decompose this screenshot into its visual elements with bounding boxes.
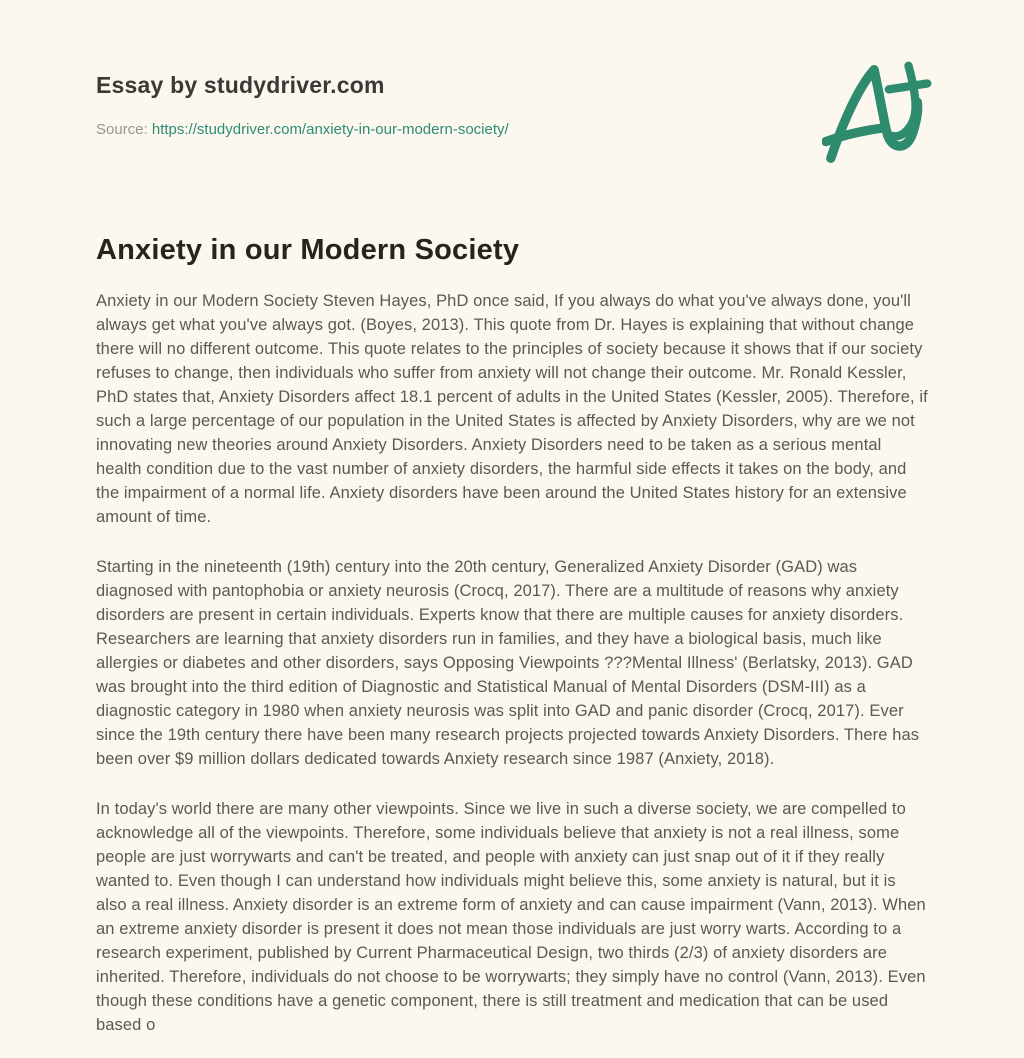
- source-line: [96, 121, 928, 138]
- a-plus-logo-icon: [822, 58, 940, 170]
- article-paragraph: In today's world there are many other viewpoints. Since we live in such a diverse society, we are compelled to acknowledge all of the viewpoints. Therefore, some individuals believe that anxiety is not a real illness, some people are just worrywarts and can't be treated, and people with anxiety can just snap out of it if they really wanted to. Even though I can understand how individuals might believe this, some anxiety is natural, but it is also a real illness. Anxiety disorder is an extreme form of anxiety and can cause impairment (Vann, 2013). When an extreme anxiety disorder is present it does not mean those individuals are just worry warts. According to a research experiment, published by Current Pharmaceutical Design, two thirds (2/3) of anxiety disorders are inherited. Therefore, individuals do not choose to be worrywarts; they simply have no control (Vann, 2013). Even though these conditions have a genetic component, there is still treatment and medication that can be used based o: [96, 800, 926, 1034]
- site-header-title: Essay by studydriver.com: [96, 72, 385, 98]
- article-paragraph: Anxiety in our Modern Society Steven Hayes, PhD once said, If you always do what you've always done, you'll always get what you've always got. (Boyes, 2013). This quote from Dr. Hayes is explaining that without change there will no different outcome. This quote relates to the principles of society because it shows that if our society refuses to change, then individuals who suffer from anxiety will not change their outcome. Mr. Ronald Kessler, PhD states that, Anxiety Disorders affect 18.1 percent of adults in the United States (Kessler, 2005). Therefore, if such a large percentage of our population in the United States is affected by Anxiety Disorders, why are we not innovating new theories around Anxiety Disorders. Anxiety Disorders need to be taken as a serious mental health condition due to the vast number of anxiety disorders, the harmful side effects it takes on the body, and the impairment of a normal life. Anxiety disorders have been around the United States history for an extensive amount of time.: [96, 292, 928, 526]
- article-body: [96, 289, 928, 1037]
- source-label: Source:: [96, 121, 148, 138]
- source-url-link[interactable]: https://studydriver.com/anxiety-in-our-modern-society/: [151, 121, 509, 138]
- article-paragraph: Starting in the nineteenth (19th) century into the 20th century, Generalized Anxiety Disorder (GAD) was diagnosed with pantophobia or anxiety neurosis (Crocq, 2017). There are a multitude of reasons why anxiety disorders are present in certain individuals. Experts know that there are multiple causes for anxiety disorders. Researchers are learning that anxiety disorders run in families, and they have a biological basis, much like allergies or diabetes and other disorders, says Opposing Viewpoints ???Mental Illness' (Berlatsky, 2013). GAD was brought into the third edition of Diagnostic and Statistical Manual of Mental Disorders (DSM-III) as a diagnostic category in 1980 when anxiety neurosis was split into GAD and panic disorder (Crocq, 2017). Ever since the 19th century there have been many research projects projected towards Anxiety Disorders. There has been over $9 million dollars dedicated towards Anxiety research since 1987 (Anxiety, 2018).: [96, 558, 920, 768]
- article-title: Anxiety in our Modern Society: [96, 234, 520, 266]
- document-header: [96, 72, 928, 138]
